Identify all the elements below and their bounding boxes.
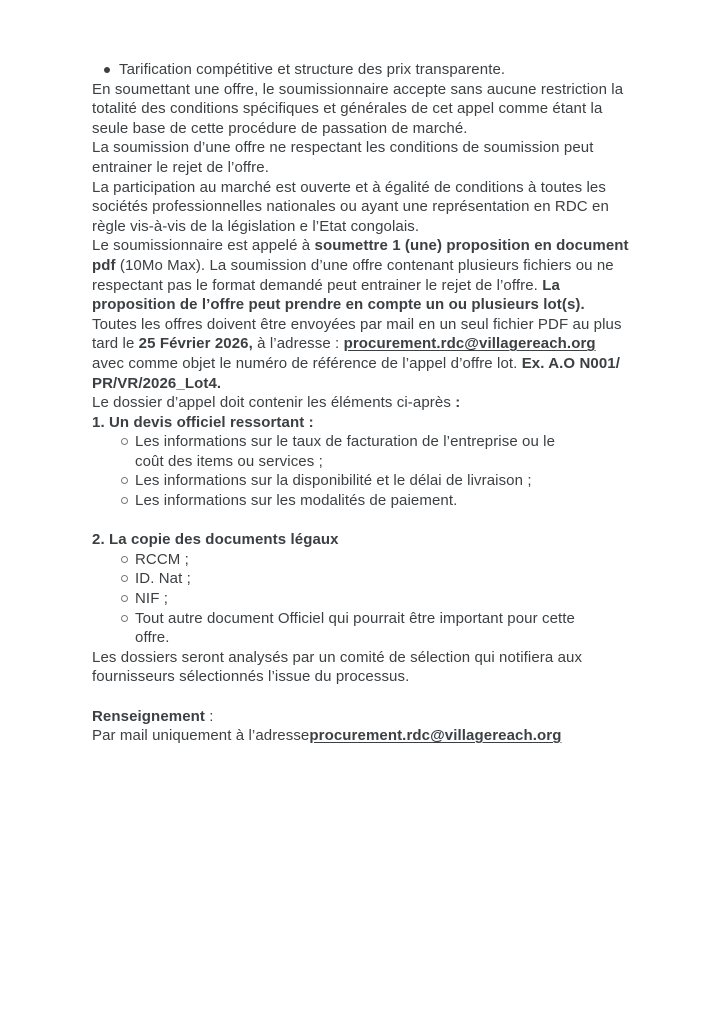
circle-bullet-icon — [121, 477, 128, 484]
text-run: RCCM ; — [135, 550, 189, 568]
text-run: Le dossier d’appel doit contenir les éléments ci-après — [92, 394, 456, 412]
blank-line — [92, 511, 725, 531]
email-link[interactable]: procurement.rdc@villagereach.org — [309, 727, 562, 745]
circle-bullet-icon — [121, 438, 128, 445]
paragraph — [92, 236, 725, 314]
text-line — [92, 295, 725, 315]
text-run: Renseignement — [92, 707, 205, 725]
text-run: Les informations sur la disponibilité et le délai de livraison ; — [135, 472, 532, 490]
text-run: respectant pas le format demandé peut entrainer le rejet de l’offre. — [92, 276, 543, 294]
bullet-text — [135, 569, 191, 589]
circle-bullet-icon — [121, 556, 128, 563]
email-link[interactable]: procurement.rdc@villagereach.org — [343, 335, 596, 353]
paragraph — [92, 707, 725, 727]
text-line — [92, 648, 725, 668]
text-run: 2. La copie des documents légaux — [92, 531, 339, 549]
text-line — [135, 491, 457, 511]
text-run: totalité des conditions spécifiques et générales de cet appel comme étant la — [92, 100, 603, 118]
text-line — [92, 197, 725, 217]
text-line — [92, 354, 725, 374]
text-line — [92, 236, 725, 256]
text-run: Les informations sur les modalités de paiement. — [135, 492, 458, 510]
text-run: 25 Février 2026, — [138, 335, 253, 353]
text-run: seule base de cette procédure de passation de marché. — [92, 119, 468, 137]
text-run: Par mail uniquement à l’adresse — [92, 727, 310, 745]
text-line — [135, 550, 189, 570]
text-line — [92, 334, 725, 354]
bullet-text — [135, 491, 457, 511]
text-line — [92, 315, 725, 335]
text-line — [135, 452, 555, 472]
text-line — [92, 276, 725, 296]
text-run: La participation au marché est ouverte et à égalité de conditions à toutes les — [92, 178, 606, 196]
text-line — [92, 80, 725, 100]
blank-line — [92, 687, 725, 707]
bullet-text — [135, 589, 168, 609]
text-run: entrainer le rejet de l’offre. — [92, 158, 269, 176]
text-run: fournisseurs sélectionnés l’issue du processus. — [92, 668, 410, 686]
circle-bullet-icon — [121, 615, 128, 622]
text-run: NIF ; — [135, 590, 168, 608]
sub-bullet-item — [92, 609, 725, 648]
bullet-icon — [104, 67, 110, 73]
text-run: proposition de l’offre peut prendre en compte un ou plusieurs lot(s). — [92, 296, 585, 314]
text-run: 1. Un devis officiel ressortant : — [92, 413, 314, 431]
text-line — [92, 138, 725, 158]
text-run: : — [205, 707, 214, 725]
text-line — [135, 471, 532, 491]
text-run: Les informations sur le taux de facturation de l’entreprise ou le — [135, 433, 556, 451]
text-line — [92, 413, 725, 433]
text-line — [92, 217, 725, 237]
text-line — [92, 707, 725, 727]
text-run: pdf — [92, 256, 116, 274]
bullet-item — [92, 60, 725, 80]
sub-bullet-item — [92, 569, 725, 589]
paragraph — [92, 530, 725, 550]
text-run: Tarification compétitive et structure des prix transparente. — [119, 61, 506, 78]
circle-bullet-icon — [121, 497, 128, 504]
bullet-text — [135, 471, 532, 491]
text-run: soumettre 1 (une) proposition en document — [314, 237, 629, 255]
text-run: avec comme objet le numéro de référence de l’appel d’offre lot. — [92, 354, 522, 372]
paragraph — [92, 138, 725, 177]
text-run: PR/VR/2026_Lot4. — [92, 374, 222, 392]
text-run: coût des items ou services ; — [135, 452, 323, 470]
text-run: Ex. A.O N001/ — [521, 354, 620, 372]
text-run: Le soumissionnaire est appelé à — [92, 237, 315, 255]
text-run: : — [455, 394, 461, 412]
circle-bullet-icon — [121, 575, 128, 582]
text-run: Tout autre document Officiel qui pourrait être important pour cette — [135, 609, 575, 627]
text-line — [92, 158, 725, 178]
bullet-text — [135, 609, 575, 648]
text-run: sociétés professionnelles nationales ou ayant une représentation en RDC en — [92, 198, 609, 216]
text-run: La — [542, 276, 560, 294]
paragraph — [92, 80, 725, 139]
text-line — [92, 726, 725, 746]
text-run: tard le — [92, 335, 139, 353]
text-line — [135, 432, 555, 452]
text-run: offre. — [135, 629, 170, 647]
text-line — [92, 99, 725, 119]
text-line — [135, 628, 575, 648]
paragraph — [92, 726, 725, 746]
text-line — [92, 374, 725, 394]
text-line — [135, 589, 168, 609]
circle-bullet-icon — [121, 595, 128, 602]
bullet-text — [135, 550, 189, 570]
bullet-text — [119, 60, 505, 80]
sub-bullet-item — [92, 471, 725, 491]
text-line — [92, 530, 725, 550]
text-run: ID. Nat ; — [135, 570, 191, 588]
text-run: règle vis-à-vis de la législation e l’Etat congolais. — [92, 217, 420, 235]
text-line — [92, 667, 725, 687]
text-run: à l’adresse : — [252, 335, 344, 353]
paragraph — [92, 315, 725, 393]
sub-bullet-item — [92, 589, 725, 609]
text-line — [92, 393, 725, 413]
text-line — [135, 609, 575, 629]
paragraph — [92, 178, 725, 237]
sub-bullet-item — [92, 432, 725, 471]
text-line — [92, 256, 725, 276]
text-run: Les dossiers seront analysés par un comité de sélection qui notifiera aux — [92, 648, 583, 666]
paragraph — [92, 393, 725, 413]
text-run: En soumettant une offre, le soumissionnaire accepte sans aucune restriction la — [92, 80, 624, 98]
bullet-text — [135, 432, 555, 471]
sub-bullet-item — [92, 550, 725, 570]
text-line — [92, 178, 725, 198]
text-line — [92, 119, 725, 139]
text-line — [119, 60, 505, 80]
text-run: La soumission d’une offre ne respectant les conditions de soumission peut — [92, 139, 594, 157]
text-run: (10Mo Max). La soumission d’une offre contenant plusieurs fichiers ou ne — [115, 256, 614, 274]
text-line — [135, 569, 191, 589]
sub-bullet-item — [92, 491, 725, 511]
text-run: Toutes les offres doivent être envoyées par mail en un seul fichier PDF au plus — [92, 315, 622, 333]
paragraph — [92, 413, 725, 433]
paragraph — [92, 648, 725, 687]
